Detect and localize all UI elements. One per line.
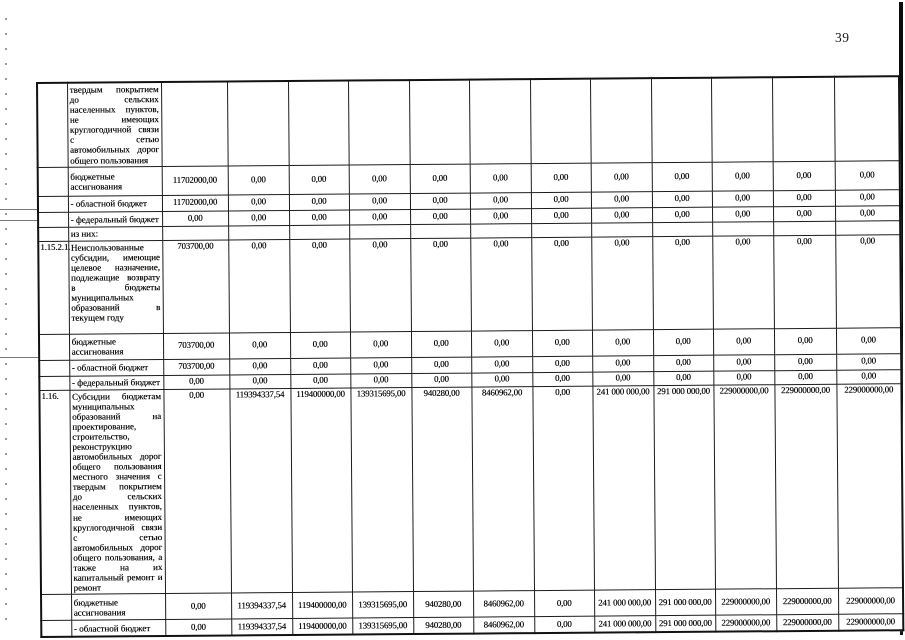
value-cell-1: 0,00 (162, 211, 228, 227)
row-name-cell: из них: (68, 226, 162, 241)
value-cell-10: 0,00 (713, 354, 774, 370)
value-cell-2: 0,00 (228, 210, 289, 225)
value-cell-11: 229000000,00 (776, 588, 838, 614)
value-cell-10: 0,00 (713, 370, 774, 384)
value-cell-11: 0,00 (773, 235, 836, 328)
value-cell-11: 0,00 (773, 161, 835, 190)
row-name-cell: - федеральный бюджет (69, 375, 163, 390)
value-cell-7: 0,00 (531, 163, 591, 192)
value-cell-1: 0,00 (163, 375, 229, 390)
value-cell-10: 0,00 (712, 235, 774, 328)
table-row (39, 383, 903, 594)
value-cell-8: 0,00 (592, 355, 653, 371)
value-cell-3: 119400000,00 (290, 388, 352, 593)
value-cell-6: 0,00 (471, 372, 532, 386)
value-cell-6: 8460962,00 (473, 617, 534, 634)
value-cell-12: 0,00 (835, 234, 901, 328)
value-cell-4: 139315695,00 (350, 387, 413, 592)
value-cell-2: 0,00 (228, 194, 289, 210)
value-cell-8: 0,00 (591, 236, 653, 329)
value-cell-3 (289, 225, 349, 239)
value-cell-3: 0,00 (289, 194, 349, 210)
value-cell-2: 0,00 (229, 332, 290, 358)
value-cell-10: 0,00 (712, 190, 773, 206)
row-name-cell: - федеральный бюджет (68, 211, 162, 227)
row-name-cell: бюджетные ассигнования (69, 333, 163, 360)
row-name-cell: Неиспользованные субсидии, имеющие целевое назначение, подлежащие возврату в бюджеты муниципальных образований в текущем году (68, 240, 163, 334)
row-name-cell: Субсидии бюджетам муниципальных образований на проектирование, строительство, реконструкцию автомобильных дорог общего пользования местного значения с твердым покрытием до сельских населенных пунктов, не имеющих круглогодичной связи с сетью автомобильных дорог общего пользования, а также на их капитальный ремонт и ремонт (69, 389, 165, 594)
value-cell-9 (652, 222, 712, 236)
value-cell-5: 940280,00 (413, 617, 473, 634)
value-cell-10: 229000000,00 (713, 384, 776, 589)
value-cell-11: 0,00 (773, 206, 835, 221)
value-cell-7: 0,00 (532, 372, 592, 386)
value-cell-9: 0,00 (653, 371, 713, 385)
value-cell-7 (530, 79, 591, 164)
value-cell-1: 703700,00 (162, 240, 229, 334)
value-cell-6: 0,00 (470, 208, 531, 223)
value-cell-2 (227, 81, 289, 166)
value-cell-3: 0,00 (290, 332, 350, 358)
value-cell-1: 11702000,00 (162, 166, 228, 196)
value-cell-5: 0,00 (410, 193, 470, 209)
value-cell-5: 0,00 (410, 209, 470, 224)
value-cell-3: 119400000,00 (292, 592, 352, 618)
value-cell-11: 0,00 (774, 328, 836, 354)
value-cell-9: 0,00 (652, 162, 712, 191)
value-cell-7: 0,00 (531, 208, 591, 223)
scan-bleed-line (0, 220, 37, 221)
value-cell-9: 0,00 (652, 207, 712, 222)
value-cell-8: 0,00 (591, 191, 652, 207)
value-cell-10: 0,00 (713, 328, 774, 354)
row-number-cell (41, 594, 71, 620)
value-cell-8: 241 000 000,00 (594, 590, 655, 616)
value-cell-1 (162, 226, 228, 241)
value-cell-7: 0,00 (532, 356, 592, 372)
value-cell-12: 229000000,00 (838, 588, 903, 615)
value-cell-12: 0,00 (836, 353, 901, 370)
value-cell-10 (711, 77, 773, 162)
row-number-cell: 1.16. (39, 390, 71, 595)
scan-bleed-line (0, 209, 37, 210)
value-cell-10: 229000000,00 (715, 615, 776, 632)
value-cell-6: 0,00 (471, 330, 532, 356)
value-cell-5: 940280,00 (411, 387, 473, 592)
value-cell-2: 119394337,54 (231, 619, 292, 636)
value-cell-11: 229000000,00 (774, 384, 838, 589)
value-cell-4: 0,00 (349, 238, 411, 331)
value-cell-6: 0,00 (470, 192, 531, 208)
table-row (37, 76, 900, 167)
value-cell-11: 0,00 (773, 190, 835, 206)
value-cell-7: 0,00 (531, 192, 591, 208)
value-cell-8: 241 000 000,00 (592, 385, 655, 590)
value-cell-10 (712, 221, 773, 235)
row-name-cell: бюджетные ассигнования (71, 594, 165, 621)
value-cell-12: 0,00 (836, 369, 901, 384)
value-cell-8: 0,00 (591, 162, 652, 191)
budget-table-container (36, 75, 902, 638)
value-cell-11: 0,00 (774, 354, 836, 370)
value-cell-4: 139315695,00 (352, 618, 413, 635)
value-cell-5: 0,00 (411, 331, 471, 357)
row-number-cell (38, 212, 68, 227)
value-cell-9: 291 000 000,00 (653, 385, 715, 590)
value-cell-1: 11702000,00 (162, 195, 228, 212)
value-cell-4: 0,00 (349, 164, 410, 193)
row-number-cell (37, 83, 68, 167)
value-cell-6: 8460962,00 (471, 386, 534, 591)
row-number-cell (39, 360, 69, 376)
value-cell-12: 0,00 (835, 205, 900, 221)
row-number-cell (38, 227, 68, 241)
value-cell-12: 0,00 (835, 160, 900, 190)
table-row (38, 234, 901, 334)
budget-table-body (37, 76, 903, 637)
value-cell-6: 8460962,00 (473, 591, 534, 617)
value-cell-9: 291 000 000,00 (655, 615, 715, 632)
value-cell-8: 0,00 (592, 371, 653, 385)
value-cell-5: 0,00 (410, 164, 470, 193)
value-cell-5: 0,00 (410, 238, 471, 331)
value-cell-7: 0,00 (531, 237, 592, 330)
value-cell-3: 119400000,00 (292, 618, 352, 635)
page-number: 39 (835, 30, 850, 45)
value-cell-2: 0,00 (229, 374, 290, 388)
value-cell-12 (835, 220, 900, 235)
value-cell-4: 139315695,00 (352, 592, 413, 618)
value-cell-12: 229000000,00 (838, 614, 903, 631)
scan-edge-artifact-left (5, 18, 7, 632)
value-cell-12 (834, 76, 900, 161)
value-cell-3 (288, 81, 349, 166)
value-cell-7: 0,00 (534, 590, 594, 616)
value-cell-3: 0,00 (290, 358, 350, 374)
row-number-cell (39, 376, 69, 390)
row-number-cell (39, 334, 69, 360)
value-cell-2 (228, 225, 289, 239)
value-cell-9: 0,00 (652, 236, 713, 329)
value-cell-6 (469, 79, 531, 164)
value-cell-12: 0,00 (836, 327, 901, 354)
value-cell-9: 291 000 000,00 (655, 589, 715, 615)
value-cell-7: 0,00 (534, 616, 594, 633)
value-cell-11 (772, 77, 835, 162)
value-cell-1: 703700,00 (163, 333, 229, 360)
value-cell-10: 0,00 (712, 206, 773, 221)
row-number-cell (41, 620, 71, 637)
row-name-cell: бюджетные ассигнования (68, 166, 162, 196)
row-name-cell: - областной бюджет (69, 359, 163, 376)
row-name-cell: - областной бюджет (68, 195, 162, 212)
value-cell-4: 0,00 (350, 357, 411, 373)
value-cell-1: 0,00 (165, 593, 231, 620)
value-cell-8: 0,00 (592, 329, 653, 355)
value-cell-5: 940280,00 (413, 591, 473, 617)
value-cell-8: 241 000 000,00 (594, 616, 655, 633)
value-cell-1: 703700,00 (163, 359, 229, 376)
value-cell-5 (410, 224, 470, 238)
value-cell-10: 0,00 (712, 161, 773, 190)
value-cell-3: 0,00 (289, 239, 350, 332)
value-cell-5: 0,00 (411, 357, 471, 373)
value-cell-4: 0,00 (350, 373, 411, 387)
budget-table (36, 75, 904, 638)
value-cell-1: 0,00 (163, 389, 231, 594)
row-number-cell (38, 196, 68, 212)
value-cell-2: 0,00 (229, 358, 290, 374)
value-cell-1: 0,00 (165, 619, 231, 636)
value-cell-3: 0,00 (289, 165, 349, 194)
value-cell-7: 0,00 (532, 330, 592, 356)
row-number-cell (38, 167, 68, 196)
value-cell-4 (349, 224, 410, 238)
value-cell-5: 0,00 (411, 373, 471, 387)
value-cell-4 (348, 80, 410, 165)
value-cell-2: 119394337,54 (231, 593, 292, 619)
value-cell-11: 0,00 (774, 370, 836, 384)
value-cell-9: 0,00 (653, 355, 713, 371)
value-cell-4: 0,00 (349, 193, 410, 209)
value-cell-9: 0,00 (653, 329, 713, 355)
value-cell-6: 0,00 (470, 163, 531, 192)
value-cell-9 (651, 78, 712, 163)
value-cell-12: 229000000,00 (836, 383, 903, 588)
value-cell-3: 0,00 (289, 210, 349, 225)
row-name-cell: - областной бюджет (71, 620, 165, 637)
value-cell-7: 0,00 (532, 386, 594, 591)
value-cell-1 (161, 81, 228, 166)
value-cell-5 (409, 80, 470, 165)
value-cell-11: 229000000,00 (776, 614, 838, 631)
row-number-cell: 1.15.2.1. (38, 241, 69, 334)
value-cell-6: 0,00 (470, 237, 532, 330)
value-cell-2: 0,00 (228, 165, 289, 194)
value-cell-4: 0,00 (350, 331, 411, 357)
scan-bleed-line (0, 357, 38, 358)
value-cell-7 (531, 223, 591, 237)
value-cell-12: 0,00 (835, 189, 900, 206)
value-cell-11 (773, 221, 835, 235)
value-cell-6: 0,00 (471, 356, 532, 372)
value-cell-8 (590, 78, 652, 163)
value-cell-2: 0,00 (228, 239, 290, 332)
row-name-cell: твердым покрытием до сельских населенных пунктов, не имеющих круглогодичной связи с сетью автомобильных дорог общего пользования (67, 82, 162, 167)
value-cell-6 (470, 223, 531, 237)
value-cell-3: 0,00 (290, 374, 350, 388)
value-cell-9: 0,00 (652, 191, 712, 207)
value-cell-8: 0,00 (591, 207, 652, 222)
value-cell-10: 229000000,00 (715, 589, 776, 615)
value-cell-2: 119394337,54 (229, 388, 292, 593)
value-cell-8 (591, 222, 652, 236)
value-cell-4: 0,00 (349, 209, 410, 224)
